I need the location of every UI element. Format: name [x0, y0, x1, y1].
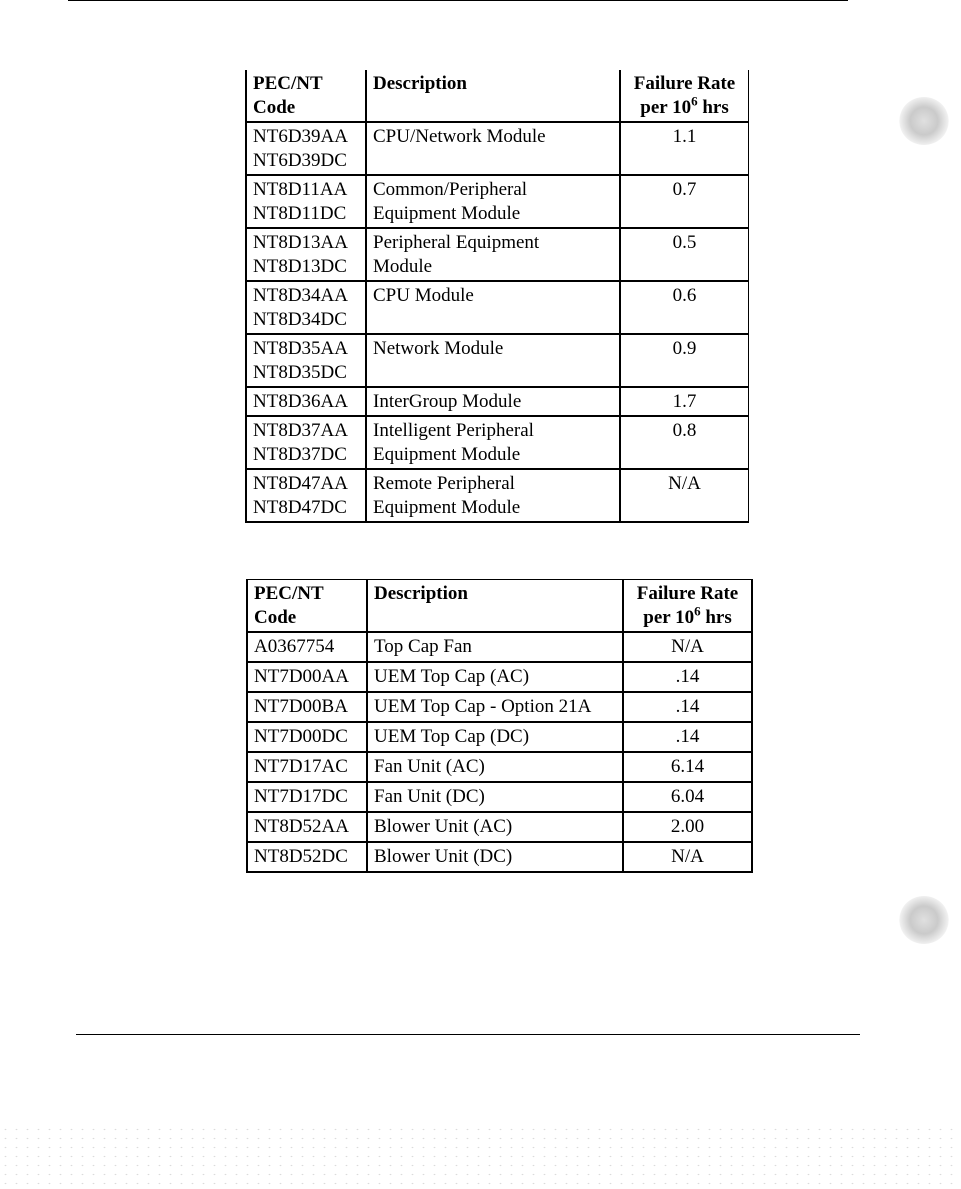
cell-code-line: NT8D36AA [253, 391, 348, 412]
cell-code [246, 416, 366, 469]
cell-code-line: A0367754 [254, 636, 335, 657]
cell-code-line: NT8D52DC [254, 846, 348, 867]
cell-code-line: NT7D00DC [254, 726, 348, 747]
table-header-row [247, 580, 752, 633]
cell-code [246, 281, 366, 334]
cell-code-line: NT7D00BA [254, 696, 348, 717]
cell-description [367, 692, 623, 722]
cell-description [366, 122, 620, 175]
header-description: Description [367, 580, 623, 633]
cell-description [366, 175, 620, 228]
cell-failure-rate: 2.00 [623, 812, 752, 842]
cell-description [366, 228, 620, 281]
table-row [247, 632, 752, 662]
cell-failure-rate: 1.7 [620, 387, 749, 416]
cell-code-line: NT8D37AA [253, 420, 348, 441]
table-body [247, 632, 752, 872]
cell-code-line: NT8D47AA [253, 473, 348, 494]
cell-description-line: CPU/Network Module [373, 126, 546, 147]
cell-code-line: NT7D17AC [254, 756, 348, 777]
cell-description [366, 281, 620, 334]
table-row [247, 692, 752, 722]
cell-code-line: NT8D34AA [253, 285, 348, 306]
cell-code [246, 175, 366, 228]
cell-code [247, 632, 367, 662]
table-row [246, 334, 749, 387]
scan-noise [0, 1125, 961, 1189]
cell-failure-rate: 0.6 [620, 281, 749, 334]
cell-code-line: NT7D17DC [254, 786, 348, 807]
cell-description-line: Blower Unit (AC) [374, 816, 513, 837]
cell-description [367, 632, 623, 662]
cell-description [367, 812, 623, 842]
top-rule [68, 0, 848, 1]
table-row [246, 228, 749, 281]
cell-code-line: NT8D13DC [253, 256, 347, 277]
cell-code [246, 469, 366, 522]
cell-failure-rate: .14 [623, 722, 752, 752]
table-row [246, 469, 749, 522]
cell-description-line: Equipment Module [373, 444, 521, 465]
cell-code [247, 722, 367, 752]
table-row [247, 722, 752, 752]
cell-code [247, 662, 367, 692]
table-body [246, 122, 749, 522]
cell-description [366, 387, 620, 416]
cell-code-line: NT6D39DC [253, 150, 347, 171]
cell-code [247, 782, 367, 812]
cell-failure-rate: N/A [620, 469, 749, 522]
scan-artifact-blob [899, 97, 949, 145]
cell-description-line: CPU Module [373, 285, 474, 306]
cell-description-line: Remote Peripheral [373, 473, 515, 494]
header-failure-rate: Failure Rate per $10^6$ hrs [620, 70, 749, 122]
cell-failure-rate: .14 [623, 662, 752, 692]
table-row [247, 662, 752, 692]
cell-description-line: Fan Unit (AC) [374, 756, 485, 777]
cell-description-line: Network Module [373, 338, 504, 359]
cell-code [246, 334, 366, 387]
cell-code-line: NT8D13AA [253, 232, 348, 253]
table-header-row [246, 70, 749, 122]
cell-description [367, 842, 623, 872]
cell-description-line: Intelligent Peripheral [373, 420, 534, 441]
cell-code [246, 228, 366, 281]
cell-failure-rate: 0.7 [620, 175, 749, 228]
table-row [246, 387, 749, 416]
cell-description-line: InterGroup Module [373, 391, 522, 412]
table-row [247, 782, 752, 812]
cell-description-line: Top Cap Fan [374, 636, 472, 657]
cell-description [366, 469, 620, 522]
cell-code-line: NT8D52AA [254, 816, 349, 837]
cell-description-line: Fan Unit (DC) [374, 786, 485, 807]
cell-code-line: NT8D35AA [253, 338, 348, 359]
cell-failure-rate: 6.04 [623, 782, 752, 812]
cell-description [367, 752, 623, 782]
cell-code-line: NT8D34DC [253, 309, 347, 330]
cell-code-line: NT7D00AA [254, 666, 349, 687]
cell-description-line: UEM Top Cap (AC) [374, 666, 530, 687]
table-row [246, 175, 749, 228]
cell-description-line: UEM Top Cap (DC) [374, 726, 530, 747]
cell-description [367, 662, 623, 692]
cell-code-line: NT8D11DC [253, 203, 347, 224]
cell-failure-rate: 0.9 [620, 334, 749, 387]
cell-description [367, 782, 623, 812]
cell-failure-rate: 0.8 [620, 416, 749, 469]
failure-rate-table-modules [245, 70, 749, 523]
cell-failure-rate: N/A [623, 632, 752, 662]
cell-description-line: Peripheral Equipment [373, 232, 540, 253]
failure-rate-table-top-caps [246, 579, 753, 873]
cell-description [366, 334, 620, 387]
cell-code [247, 692, 367, 722]
cell-code-line: NT6D39AA [253, 126, 348, 147]
cell-code [247, 752, 367, 782]
cell-description-line: Blower Unit (DC) [374, 846, 513, 867]
cell-code [247, 812, 367, 842]
table-row [247, 842, 752, 872]
table-row [246, 281, 749, 334]
bottom-rule [76, 1034, 860, 1035]
cell-description [367, 722, 623, 752]
cell-failure-rate: N/A [623, 842, 752, 872]
cell-description-line: Module [373, 256, 433, 277]
cell-code-line: NT8D47DC [253, 497, 347, 518]
cell-description-line: Equipment Module [373, 497, 521, 518]
cell-failure-rate: 6.14 [623, 752, 752, 782]
cell-description-line: UEM Top Cap - Option 21A [374, 696, 592, 717]
scan-artifact-blob [899, 896, 949, 944]
header-code: PEC/NT Code [246, 70, 366, 122]
cell-description-line: Common/Peripheral [373, 179, 528, 200]
cell-code-line: NT8D11AA [253, 179, 348, 200]
cell-code [247, 842, 367, 872]
cell-failure-rate: .14 [623, 692, 752, 722]
cell-description-line: Equipment Module [373, 203, 521, 224]
header-code: PEC/NT Code [247, 580, 367, 633]
header-description: Description [366, 70, 620, 122]
table-row [246, 416, 749, 469]
cell-failure-rate: 1.1 [620, 122, 749, 175]
cell-code [246, 122, 366, 175]
cell-code-line: NT8D37DC [253, 444, 347, 465]
header-failure-rate: Failure Rate per $10^6$ hrs [623, 580, 752, 633]
cell-code [246, 387, 366, 416]
cell-code-line: NT8D35DC [253, 362, 347, 383]
cell-description [366, 416, 620, 469]
table-row [246, 122, 749, 175]
table-row [247, 812, 752, 842]
cell-failure-rate: 0.5 [620, 228, 749, 281]
table-row [247, 752, 752, 782]
